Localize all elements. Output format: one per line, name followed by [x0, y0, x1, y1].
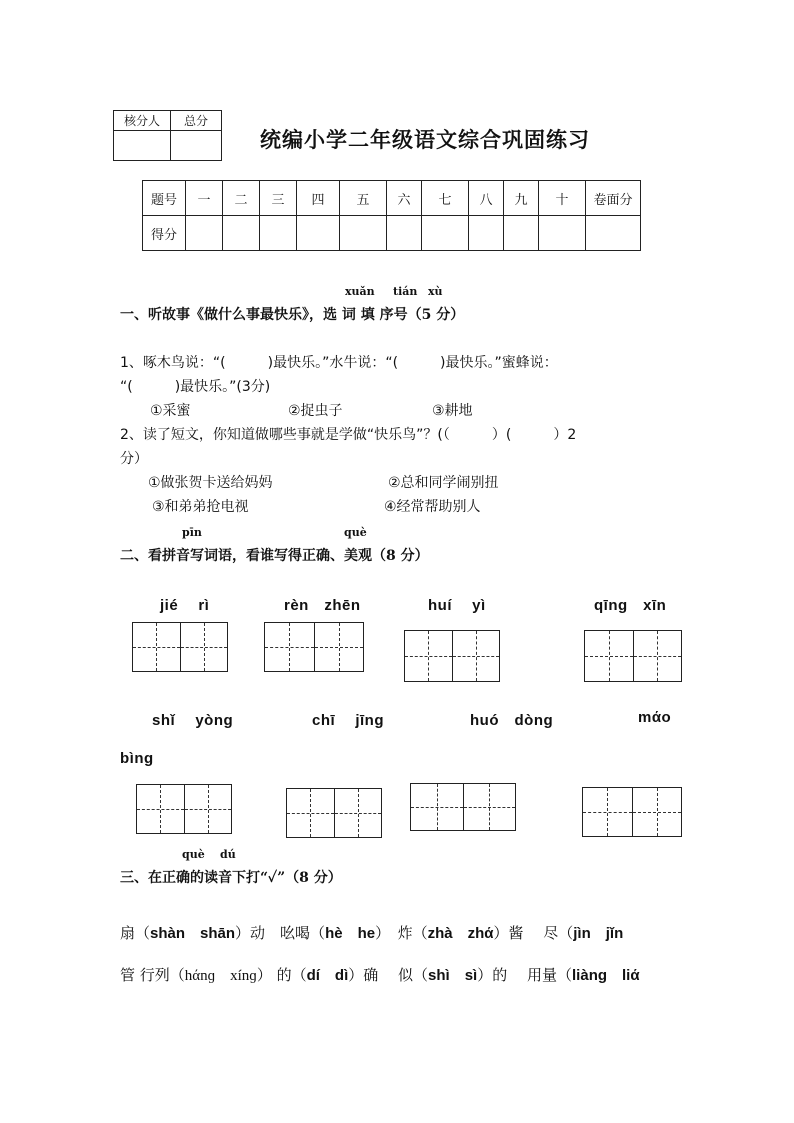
score-cell[interactable]	[422, 216, 469, 251]
score-col-9: 九	[504, 181, 539, 216]
pinyin-word-6: chī jīnɡ	[312, 712, 385, 729]
reading-line-1	[120, 922, 623, 943]
q1-option-2: ②捉虫子	[288, 403, 343, 419]
reading-text: ） 的（	[256, 966, 307, 984]
q2-line1: 2、读了短文，你知道做哪些事就是学做“快乐鸟”？(（ ）( ）2	[120, 427, 577, 443]
reading-text: 扇（	[120, 924, 151, 942]
section3-title: 三、在正确的读音下打“✓”（8 分）	[120, 870, 342, 886]
writing-grid-8[interactable]	[582, 787, 682, 837]
q2-option-3: ③和弟弟抢电视	[152, 499, 249, 515]
reading-text: ） 炸（	[375, 924, 428, 942]
pinyin-word-4: qīnɡ xīn	[594, 597, 667, 614]
pinyin-pin: pīn	[182, 526, 202, 539]
score-label: 得分	[143, 216, 186, 251]
q1-line1: 1、啄木鸟说：“( )最快乐。”水牛说：“( )最快乐。”蜜蜂说：	[120, 355, 558, 371]
q2-line2: 分）	[120, 451, 148, 467]
page-title: 统编小学二年级语文综合巩固练习	[260, 127, 590, 152]
question-number-label: 题号	[143, 181, 186, 216]
reading-choice[interactable]: jìn jǐn	[573, 925, 624, 942]
pinyin-word-8-wrap: bìnɡ	[120, 750, 154, 767]
score-cell[interactable]	[469, 216, 504, 251]
pinyin-tian: tián	[393, 285, 418, 298]
reading-line-2	[120, 964, 640, 985]
q2-option-4: ④经常帮助别人	[384, 499, 481, 515]
writing-grid-3[interactable]	[404, 630, 500, 682]
reading-choice[interactable]: shì sì	[428, 967, 478, 984]
pinyin-que: què	[344, 526, 367, 539]
score-cell[interactable]	[539, 216, 586, 251]
score-col-4: 四	[297, 181, 340, 216]
pinyin-word-5: shǐ yònɡ	[152, 712, 234, 729]
q1-option-3: ③耕地	[432, 403, 473, 419]
pinyin-du: dú	[220, 848, 236, 861]
q2-option-1: ①做张贺卡送给妈妈	[148, 475, 273, 491]
score-cell[interactable]	[504, 216, 539, 251]
score-cell[interactable]	[223, 216, 260, 251]
reading-choice[interactable]: dí dì	[306, 967, 349, 984]
pinyin-word-3: huí yì	[428, 597, 486, 614]
reading-choice[interactable]: hάnɡ xínɡ	[184, 968, 257, 984]
score-col-2: 二	[223, 181, 260, 216]
total-cell[interactable]	[171, 131, 222, 161]
writing-grid-6[interactable]	[286, 788, 382, 838]
pinyin-word-8: mάo	[638, 709, 672, 726]
score-col-neatness: 卷面分	[586, 181, 641, 216]
writing-grid-7[interactable]	[410, 783, 516, 831]
score-cell[interactable]	[586, 216, 641, 251]
grader-label: 核分人	[114, 111, 171, 131]
section2-title: 二、看拼音写词语，看谁写得正确、美观（8 分）	[120, 548, 429, 564]
pinyin-word-2: rèn zhēn	[284, 597, 361, 614]
pinyin-xuan: xuǎn	[345, 285, 375, 298]
score-cell[interactable]	[186, 216, 223, 251]
q1-option-1: ①采蜜	[150, 403, 191, 419]
score-col-3: 三	[260, 181, 297, 216]
score-col-6: 六	[387, 181, 422, 216]
score-col-8: 八	[469, 181, 504, 216]
score-col-10: 十	[539, 181, 586, 216]
reading-text: ）酱 尽（	[493, 924, 574, 942]
score-table	[142, 180, 641, 251]
writing-grid-1[interactable]	[132, 622, 228, 672]
pinyin-word-1: jié rì	[160, 597, 210, 614]
section1-title: 一、听故事《做什么事最快乐》，选 词 填 序号（5 分）	[120, 307, 465, 323]
reading-choice[interactable]: zhà zhά	[427, 925, 494, 942]
writing-grid-4[interactable]	[584, 630, 682, 682]
score-col-1: 一	[186, 181, 223, 216]
reading-text: ）的 用量（	[477, 966, 573, 984]
score-cell[interactable]	[387, 216, 422, 251]
writing-grid-5[interactable]	[136, 784, 232, 834]
score-cell[interactable]	[297, 216, 340, 251]
pinyin-xu: xù	[428, 285, 443, 298]
pinyin-word-7: huó dònɡ	[470, 712, 554, 729]
reading-text: ）动 吆喝（	[235, 924, 326, 942]
score-col-5: 五	[340, 181, 387, 216]
grader-table	[113, 110, 222, 161]
score-cell[interactable]	[260, 216, 297, 251]
reading-choice[interactable]: liànɡ liά	[572, 967, 640, 984]
score-cell[interactable]	[340, 216, 387, 251]
total-label: 总分	[171, 111, 222, 131]
reading-text: ）确 似（	[348, 966, 429, 984]
reading-text: 管 行列（	[120, 966, 185, 984]
q1-line2: “( )最快乐。”(3分)	[120, 379, 271, 395]
q2-option-2: ②总和同学闹别扭	[388, 475, 499, 491]
score-col-7: 七	[422, 181, 469, 216]
pinyin-que-2: què	[182, 848, 205, 861]
writing-grid-2[interactable]	[264, 622, 364, 672]
reading-choice[interactable]: shàn shān	[150, 925, 236, 942]
grader-cell[interactable]	[114, 131, 171, 161]
reading-choice[interactable]: hè he	[325, 925, 376, 942]
